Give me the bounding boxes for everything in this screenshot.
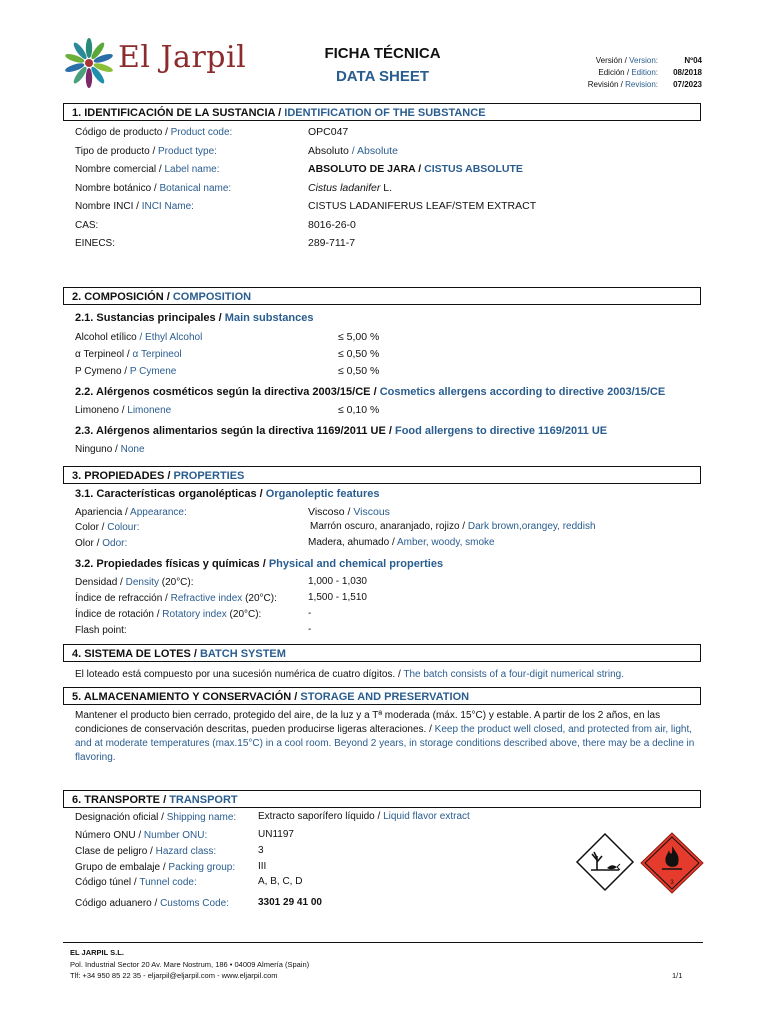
s3-org-label: Olor / Odor: bbox=[75, 538, 128, 549]
s1-label-einecs: EINECS: bbox=[75, 238, 116, 249]
s6-value: Extracto saporífero líquido / Liquid flavor extract bbox=[258, 811, 470, 822]
s3-phys-value: 1,000 - 1,030 bbox=[308, 576, 367, 587]
s6-customs-label: Código aduanero / Customs Code: bbox=[75, 898, 229, 909]
s6-value: III bbox=[258, 861, 267, 872]
s2-sub1-heading: 2.1. Sustancias principales / Main substances bbox=[75, 312, 314, 324]
s3-phys-value: - bbox=[308, 608, 312, 619]
s6-value: 3 bbox=[258, 845, 264, 856]
s1-value-label-name: ABSOLUTO DE JARA / CISTUS ABSOLUTE bbox=[308, 163, 523, 175]
footer-divider bbox=[63, 942, 703, 943]
s1-label-cas: CAS: bbox=[75, 220, 99, 231]
logo bbox=[64, 36, 114, 90]
meta-revision-value: 07/2023 bbox=[673, 80, 702, 89]
s3-org-label: Apariencia / Appearance: bbox=[75, 507, 187, 518]
footer-contact: Tlf: +34 950 85 22 35 - eljarpil@eljarpil.com - www.eljarpil.com bbox=[70, 971, 278, 980]
meta-version-value: Nº04 bbox=[684, 56, 702, 65]
s6-customs-value: 3301 29 41 00 bbox=[258, 897, 322, 908]
s2-allergen-item: Limoneno / Limonene bbox=[75, 405, 172, 416]
section-1-header: 1. IDENTIFICACIÓN DE LA SUSTANCIA / IDENTIFICATION OF THE SUBSTANCE bbox=[63, 103, 701, 121]
s6-label: Número ONU / Number ONU: bbox=[75, 830, 208, 841]
meta-edition-label: Edición / Edition: bbox=[598, 68, 658, 77]
s3-phys-label: Índice de refracción / Refractive index (20°C): bbox=[75, 593, 277, 604]
s1-value-product-type: Absoluto / Absolute bbox=[308, 145, 398, 157]
s1-label-inci-name: Nombre INCI / INCI Name: bbox=[75, 201, 194, 212]
meta-edition-value: 08/2018 bbox=[673, 68, 702, 77]
footer-address: Pol. Industrial Sector 20 Av. Mare Nostrum, 186 • 04009 Almería (Spain) bbox=[70, 960, 310, 969]
environment-hazard-icon bbox=[575, 832, 635, 892]
s6-label: Clase de peligro / Hazard class: bbox=[75, 846, 217, 857]
footer-page-number: 1/1 bbox=[672, 971, 683, 980]
s3-phys-label: Flash point: bbox=[75, 625, 127, 636]
s1-value-cas: 8016-26-0 bbox=[308, 219, 356, 231]
s3-phys-value: - bbox=[308, 624, 312, 635]
s3-org-value: Madera, ahumado / Amber, woody, smoke bbox=[308, 537, 495, 548]
s3-org-value: Marrón oscuro, anaranjado, rojizo / Dark brown,orangey, reddish bbox=[310, 521, 596, 532]
s3-phys-label: Índice de rotación / Rotatory index (20°C): bbox=[75, 609, 262, 620]
flammable-liquid-icon bbox=[640, 832, 704, 894]
meta-version-label: Versión / Version: bbox=[595, 56, 658, 65]
s1-label-product-code: Código de producto / Product code: bbox=[75, 127, 233, 138]
section-5-header: 5. ALMACENAMIENTO Y CONSERVACIÓN / STORAGE AND PRESERVATION bbox=[63, 687, 701, 705]
s1-value-einecs: 289-711-7 bbox=[308, 237, 356, 249]
footer-company: EL JARPIL S.L. bbox=[70, 948, 124, 957]
s3-org-label: Color / Colour: bbox=[75, 522, 140, 533]
s2-sub2-heading: 2.2. Alérgenos cosméticos según la directiva 2003/15/CE / Cosmetics allergens according to directive 2003/15/CE bbox=[75, 386, 666, 398]
s1-label-botanical-name: Nombre botánico / Botanical name: bbox=[75, 183, 232, 194]
s2-sub3-heading: 2.3. Alérgenos alimentarios según la directiva 1169/2011 UE / Food allergens to directive 1169/2011 UE bbox=[75, 425, 608, 437]
s4-batch-text: El loteado está compuesto por una sucesión numérica de cuatro dígitos. / The batch consists of a four-digit numerical string. bbox=[75, 669, 625, 680]
s2-food-item: Ninguno / None bbox=[75, 444, 145, 455]
section-3-header: 3. PROPIEDADES / PROPERTIES bbox=[63, 466, 701, 484]
s2-main-value: ≤ 0,50 % bbox=[338, 348, 380, 360]
s3-phys-label: Densidad / Density (20°C): bbox=[75, 577, 194, 588]
s3-org-value: Viscoso / Viscous bbox=[308, 506, 390, 518]
logo-flower-icon bbox=[64, 36, 114, 90]
hazard-class-number: 3 bbox=[670, 880, 674, 886]
s1-value-product-code: OPC047 bbox=[308, 126, 349, 138]
s2-main-value: ≤ 5,00 % bbox=[338, 331, 380, 343]
doc-title-es: FICHA TÉCNICA bbox=[324, 45, 441, 62]
logo-wordmark: El Jarpil bbox=[118, 40, 247, 75]
section-4-header: 4. SISTEMA DE LOTES / BATCH SYSTEM bbox=[63, 644, 701, 662]
s1-value-botanical-name: Cistus ladanifer L. bbox=[308, 182, 393, 194]
s1-label-label-name: Nombre comercial / Label name: bbox=[75, 164, 220, 175]
s2-main-item: Alcohol etílico / Ethyl Alcohol bbox=[75, 332, 203, 343]
section-6-header: 6. TRANSPORTE / TRANSPORT bbox=[63, 790, 701, 808]
s6-label: Grupo de embalaje / Packing group: bbox=[75, 862, 236, 873]
s1-label-product-type: Tipo de producto / Product type: bbox=[75, 146, 217, 157]
s6-value: UN1197 bbox=[258, 829, 294, 840]
s2-allergen-value: ≤ 0,10 % bbox=[338, 404, 380, 416]
s1-value-inci-name: CISTUS LADANIFERUS LEAF/STEM EXTRACT bbox=[308, 200, 537, 212]
s2-main-item: α Terpineol / α Terpineol bbox=[75, 349, 182, 360]
s6-label: Designación oficial / Shipping name: bbox=[75, 812, 237, 823]
s2-main-value: ≤ 0,50 % bbox=[338, 365, 380, 377]
s3-phys-value: 1,500 - 1,510 bbox=[308, 592, 367, 603]
s3-sub2-heading: 3.2. Propiedades físicas y químicas / Physical and chemical properties bbox=[75, 558, 444, 570]
s6-value: A, B, C, D bbox=[258, 876, 303, 887]
doc-title-en: DATA SHEET bbox=[335, 68, 430, 85]
s6-label: Código túnel / Tunnel code: bbox=[75, 877, 197, 888]
s5-storage-text: Mantener el producto bien cerrado, protegido del aire, de la luz y a Tª moderada (máx. 15°C) y estable. A partir de los 2 años, en las condiciones de conservación descritas, pueden producirse ligeras alteraciones. / Keep the product well closed, and protected from air, light, and at moderate temperatures (max.15°C) in a cool room. Beyond 2 years, in storage conditions described above, there may be a decline in flavoring. bbox=[75, 710, 695, 763]
meta-revision-label: Revisión / Revision: bbox=[587, 80, 658, 89]
s3-sub1-heading: 3.1. Características organolépticas / Organoleptic features bbox=[75, 488, 380, 500]
section-2-header: 2. COMPOSICIÓN / COMPOSITION bbox=[63, 287, 701, 305]
s2-main-item: P Cymeno / P Cymene bbox=[75, 366, 177, 377]
